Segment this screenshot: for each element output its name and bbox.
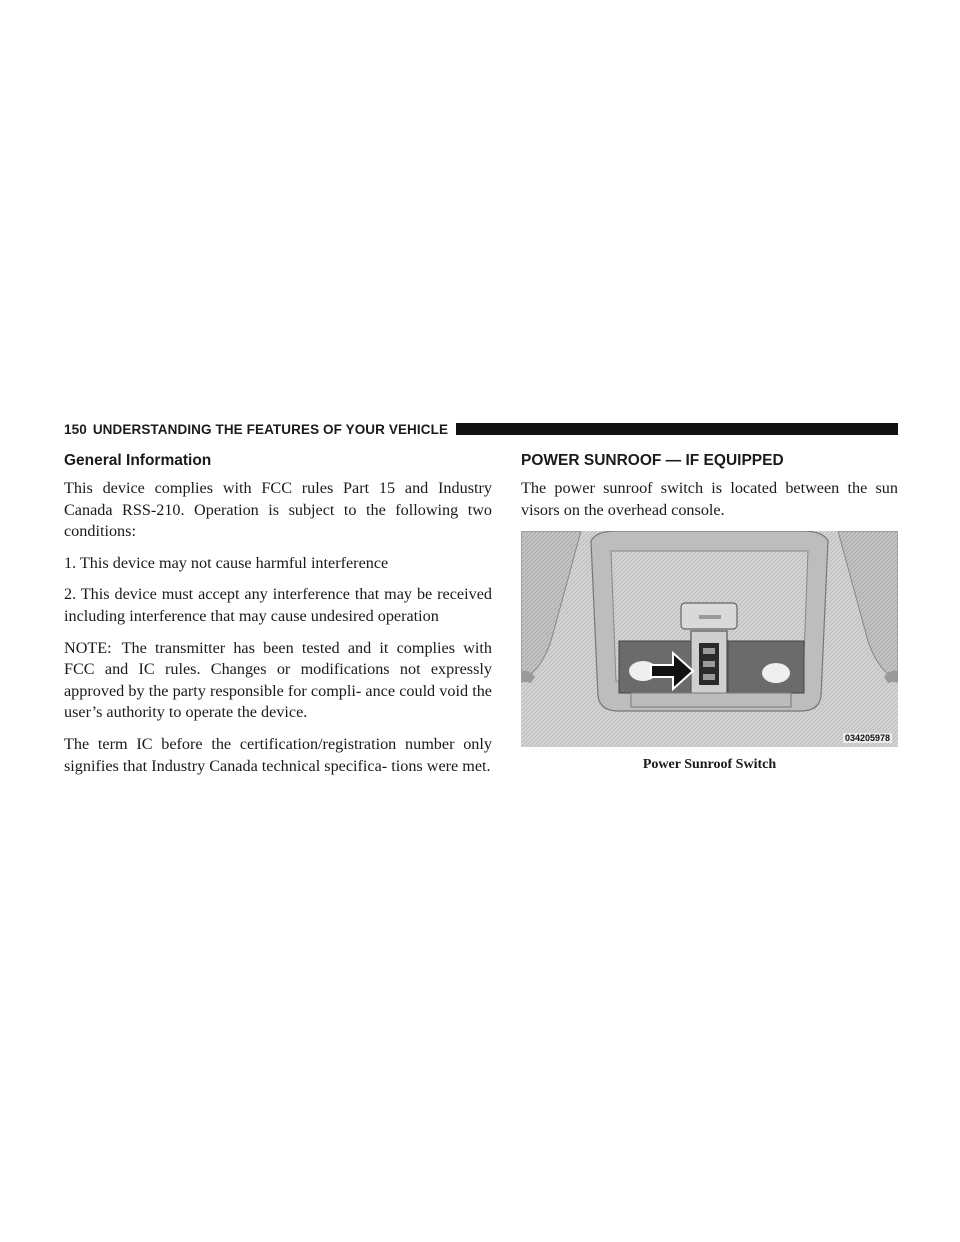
condition-item-1: 1. This device may not cause harmful interference: [64, 553, 389, 572]
figure-caption: Power Sunroof Switch: [642, 757, 777, 773]
paragraph-fcc-compliance: This device complies with FCC rules Part 15 and Industry Canada RSS-210. Operation is subject to the following two conditions:: [64, 479, 492, 541]
sunroof-switch-figure: [521, 531, 898, 747]
figure-code: 034205978: [844, 733, 890, 744]
upper-tab-label: [699, 615, 721, 619]
switch-button-vent: [703, 661, 715, 667]
switch-button-up: [703, 648, 715, 654]
right-column: [521, 450, 898, 773]
page-header: [64, 419, 898, 439]
header-title: UNDERSTANDING THE FEATURES OF YOUR VEHICLE: [92, 421, 449, 437]
header-rule: [456, 423, 898, 435]
right-lamp-lens: [762, 663, 790, 683]
note-text: The transmitter has been tested and it complies with FCC and IC rules. Changes or modifications not expressly approved by the party responsible for compli- ance could void the user’s authority to operate the device.: [64, 638, 492, 722]
console-lower-trim: [631, 693, 791, 707]
section-heading-power-sunroof: POWER SUNROOF — IF EQUIPPED: [521, 452, 784, 469]
overhead-console-illustration: [521, 531, 898, 747]
header-text: [64, 422, 448, 437]
paragraph-ic-term: The term IC before the certification/registration number only signifies that Industry Canada technical specifica- tions were met.: [64, 734, 492, 775]
paragraph-sunroof-location: The power sunroof switch is located between the sun visors on the overhead console.: [521, 479, 898, 519]
note-paragraph: [64, 638, 492, 724]
switch-button-down: [703, 674, 715, 680]
page-number: 150: [64, 421, 87, 437]
condition-item-2: 2. This device must accept any interference that may be received including interference that may cause undesired operation: [64, 585, 492, 625]
left-column: [64, 450, 492, 787]
section-heading-general-information: General Information: [64, 452, 212, 469]
note-label: NOTE:: [64, 638, 112, 657]
